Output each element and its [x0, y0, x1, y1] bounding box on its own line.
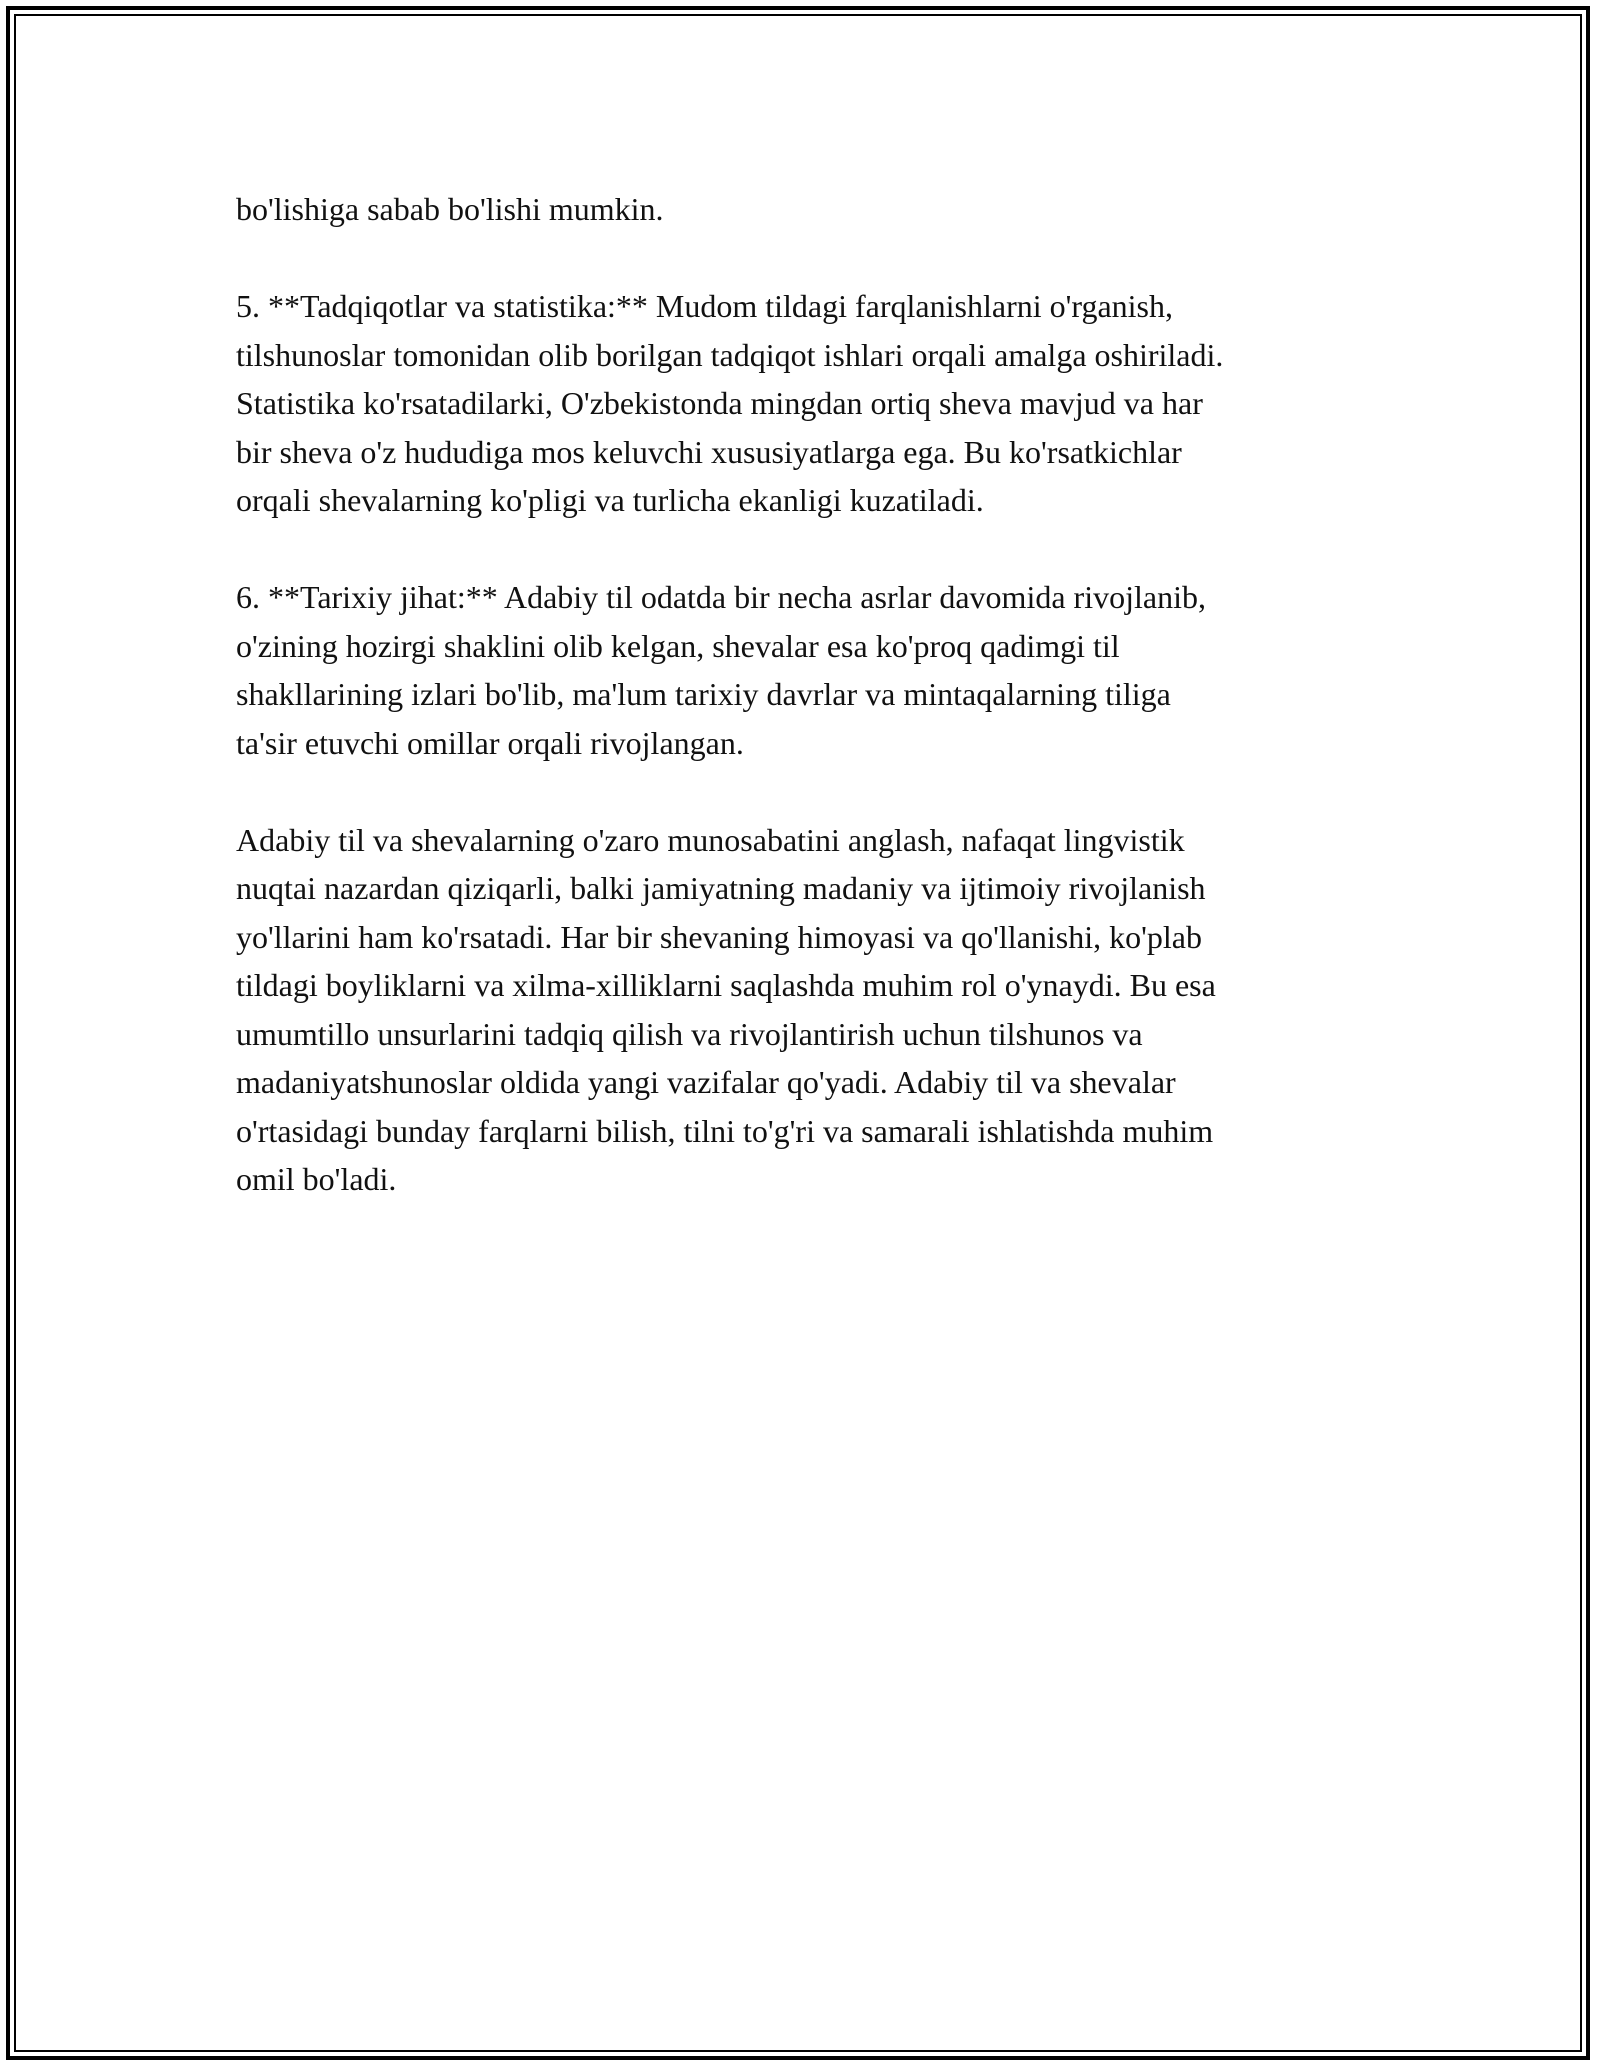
- text-line: bo'lishiga sabab bo'lishi mumkin.: [236, 191, 664, 227]
- text-line: o'rtasidagi bunday farqlarni bilish, tilni to'g'ri va samarali ishlatishda muhim: [236, 1112, 1214, 1149]
- paragraph-continuation: [236, 185, 1386, 234]
- paragraph-item-5: [236, 282, 1386, 525]
- text-line: omil bo'ladi.: [236, 1161, 397, 1197]
- text-line: bir sheva o'z hududiga mos keluvchi xususiyatlarga ega. Bu ko'rsatkichlar: [236, 433, 1182, 470]
- text-line: shakllarining izlari bo'lib, ma'lum tarixiy davrlar va mintaqalarning tiliga: [236, 676, 1171, 712]
- document-body: [236, 185, 1386, 1252]
- text-line: 6. **Tarixiy jihat:** Adabiy til odatda bir necha asrlar davomida rivojlanib,: [236, 579, 1206, 615]
- text-line: Adabiy til va shevalarning o'zaro munosabatini anglash, nafaqat lingvistik: [236, 821, 1185, 858]
- text-line: ta'sir etuvchi omillar orqali rivojlangan.: [236, 724, 744, 761]
- paragraph-item-6: [236, 573, 1386, 767]
- text-line: 5. **Tadqiqotlar va statistika:** Mudom tildagi farqlanishlarni o'rganish,: [236, 288, 1173, 324]
- text-line: orqali shevalarning ko'pligi va turlicha ekanligi kuzatiladi.: [236, 482, 984, 518]
- text-line: Statistika ko'rsatadilarki, O'zbekistonda mingdan ortiq sheva mavjud va har: [236, 385, 1203, 421]
- text-line: tilshunoslar tomonidan olib borilgan tadqiqot ishlari orqali amalga oshiriladi.: [236, 336, 1224, 373]
- text-line: o'zining hozirgi shaklini olib kelgan, shevalar esa ko'proq qadimgi til: [236, 627, 1120, 664]
- text-line: nuqtai nazardan qiziqarli, balki jamiyatning madaniy va ijtimoiy rivojlanish: [236, 870, 1206, 906]
- paragraph-conclusion: [236, 816, 1386, 1204]
- text-line: yo'llarini ham ko'rsatadi. Har bir shevaning himoyasi va qo'llanishi, ko'plab: [236, 918, 1202, 955]
- text-line: madaniyatshunoslar oldida yangi vazifalar qo'yadi. Adabiy til va shevalar: [236, 1064, 1176, 1100]
- text-line: umumtillo unsurlarini tadqiq qilish va rivojlantirish uchun tilshunos va: [236, 1015, 1143, 1052]
- text-line: tildagi boyliklarni va xilma-xilliklarni saqlashda muhim rol o'ynaydi. Bu esa: [236, 967, 1216, 1003]
